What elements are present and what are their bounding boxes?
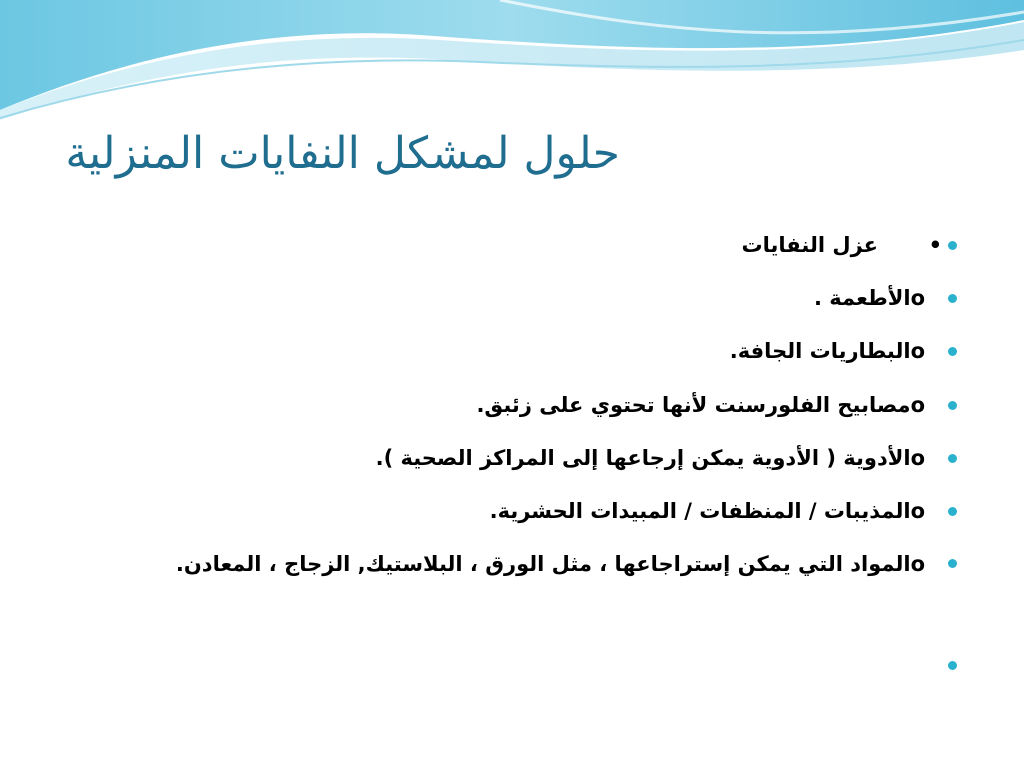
bullet-dot-icon [948,507,957,516]
item-marker: o [910,552,925,576]
item-text-body: البطاريات الجافة. [729,339,911,363]
item-marker: o [910,499,925,523]
bullet-dot-icon [948,241,957,250]
item-text [376,445,925,471]
bullet-list [60,0,980,768]
bullet-dot-icon [948,294,957,303]
item-marker: o [910,393,925,417]
bullet-dot-icon [948,347,957,356]
slide-title: حلول لمشكل النفايات المنزلية [65,128,620,179]
bullet-dot-icon [948,454,957,463]
item-text-body: الأدوية ( الأدوية يمكن إرجاعها إلى المراكز الصحية ). [375,446,911,470]
item-marker: o [910,446,925,470]
item-text [814,285,925,311]
bullet-dot-icon [948,559,957,568]
item-text-body: المواد التي يمكن إستراجاعها ، مثل الورق ، البلاستيك, الزجاج ، المعادن. [175,552,911,576]
item-marker: • [928,233,942,257]
item-marker: o [910,339,925,363]
item-text-body: المذيبات / المنظفات / المبيدات الحشرية. [489,499,911,523]
item-marker: o [910,286,925,310]
item-text-body: مصابيح الفلورسنت لأنها تحتوي على زئبق. [476,393,911,417]
item-text [490,498,925,524]
item-text [115,540,925,588]
item-text [476,392,925,418]
bullet-dot-icon [948,661,957,670]
item-text-body: الأطعمة . [813,286,911,310]
item-text: عزل النفايات [741,233,878,257]
bullet-dot-icon [948,401,957,410]
item-text [730,338,925,364]
